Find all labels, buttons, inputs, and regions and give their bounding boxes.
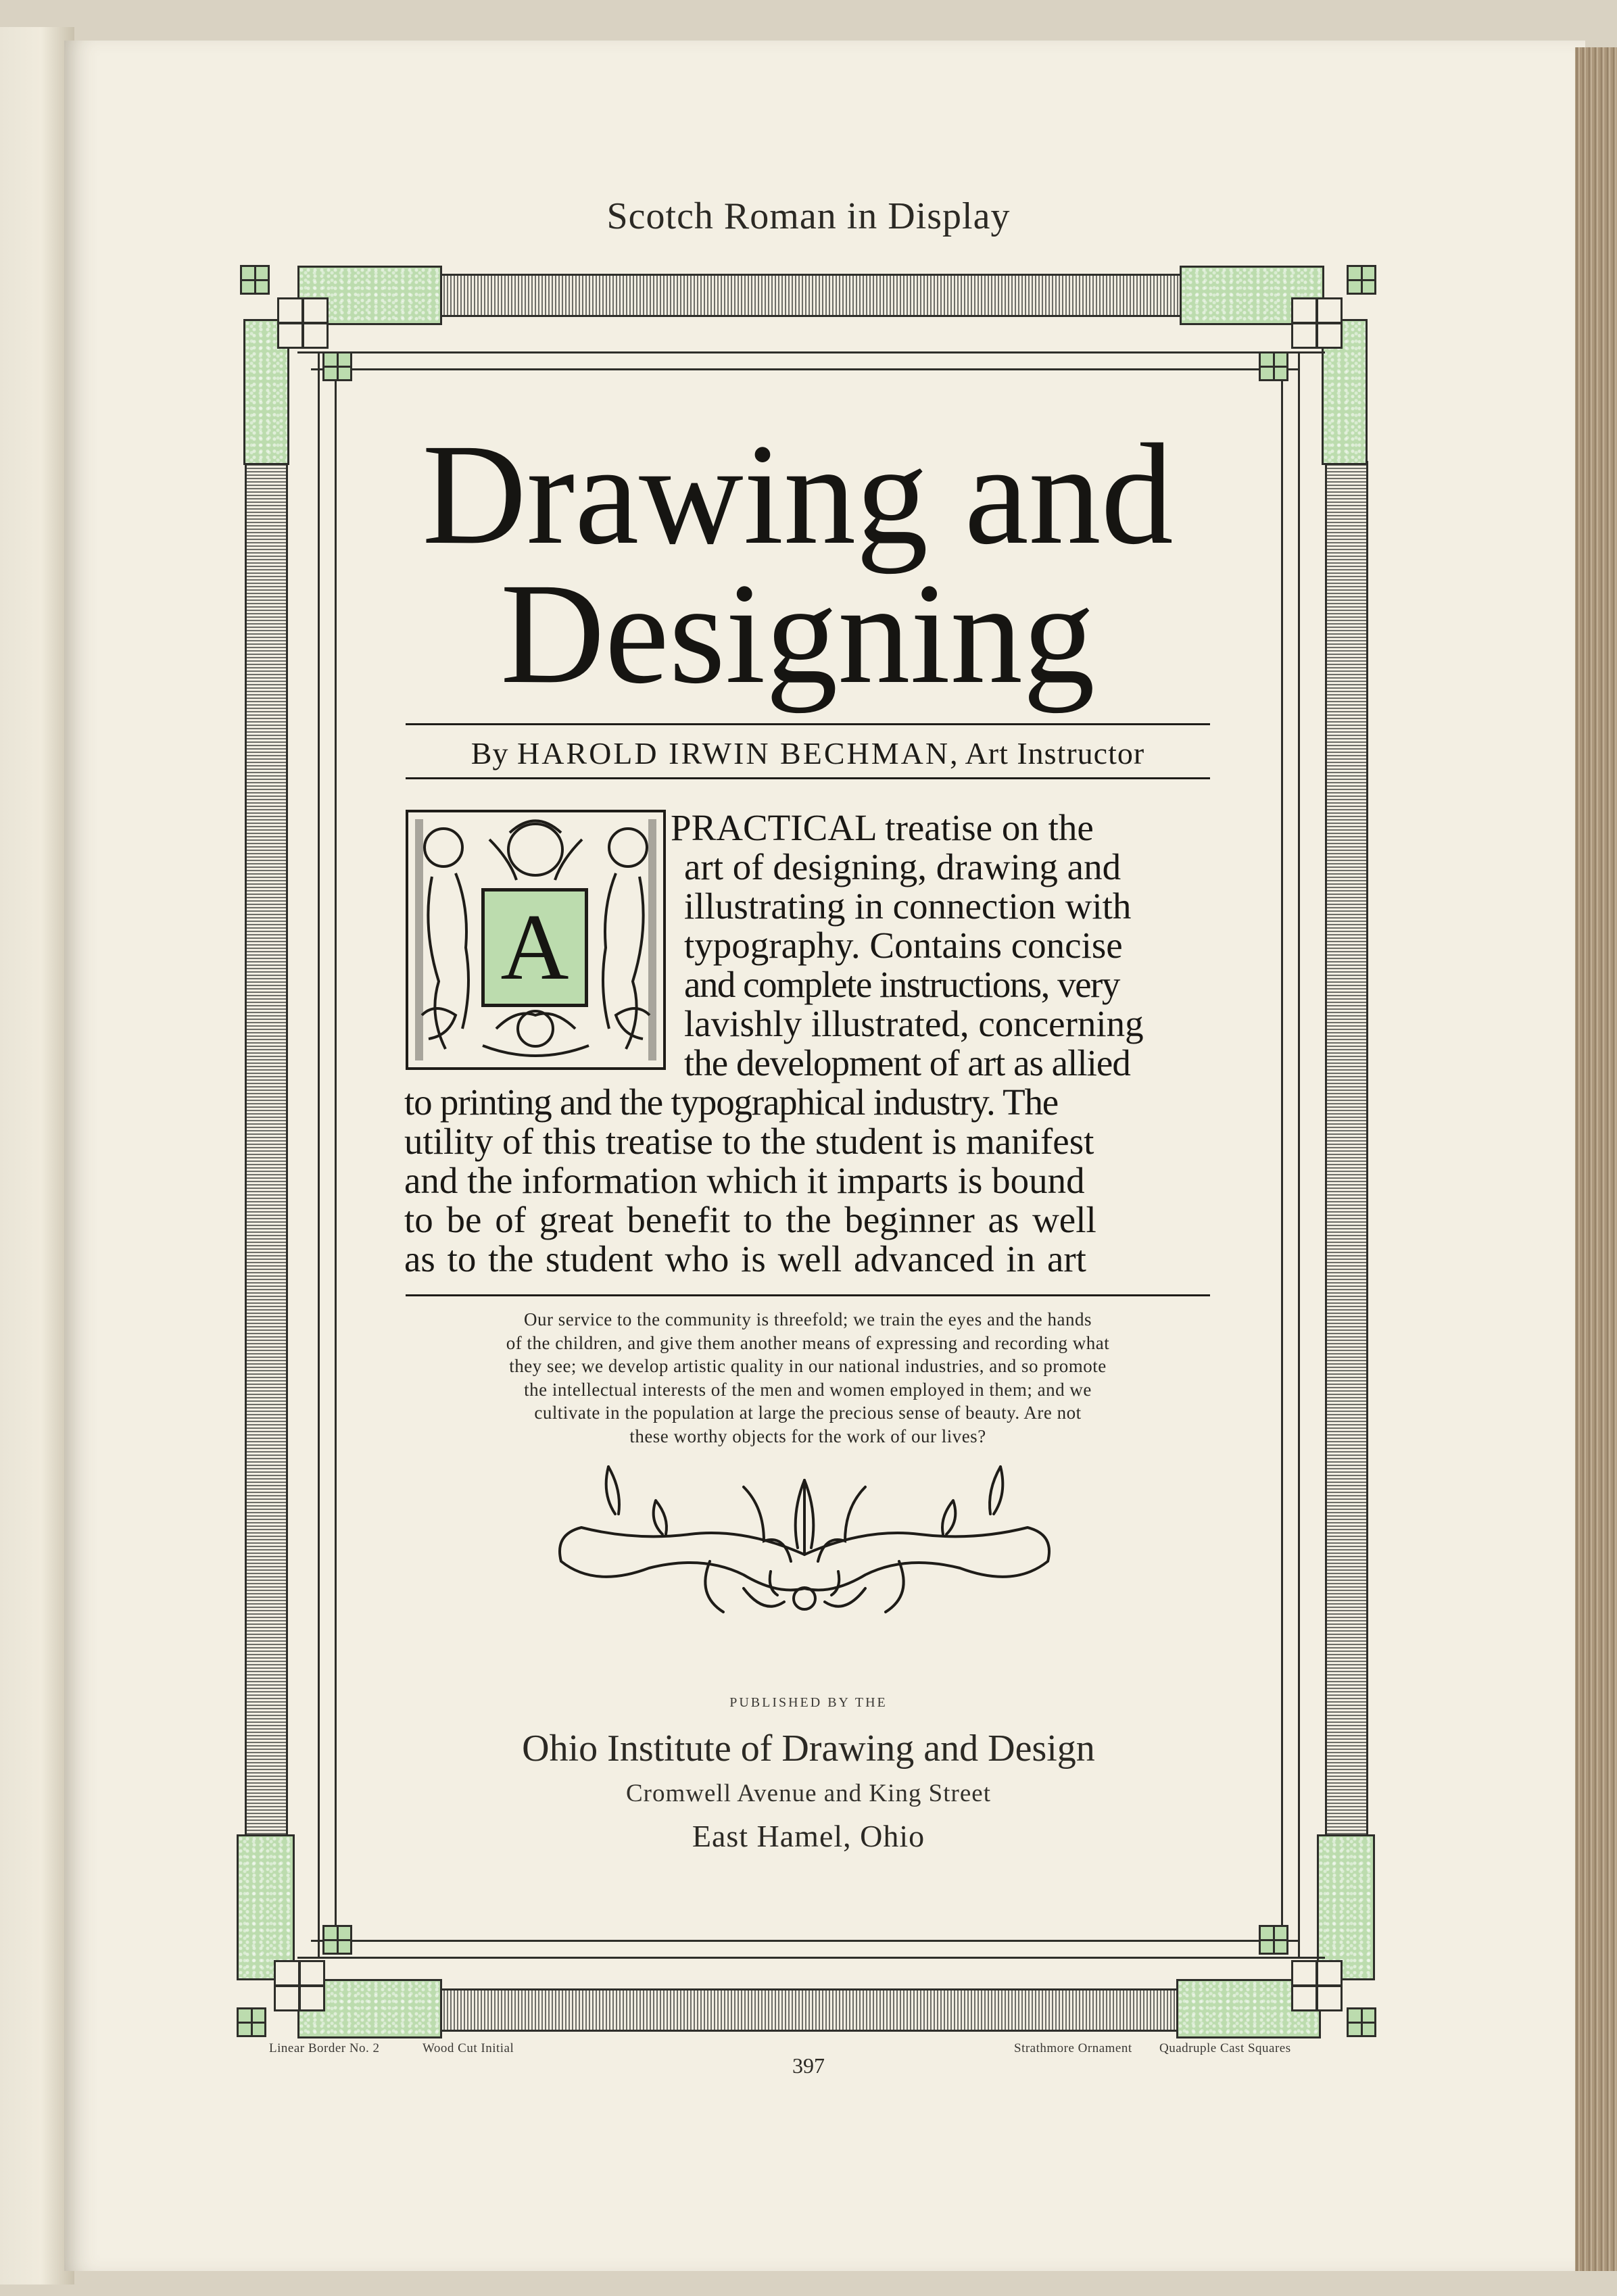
byline-prefix: By bbox=[470, 736, 509, 771]
frame-line bbox=[297, 1957, 1325, 1959]
body-line: to printing and the typographical industry. The bbox=[404, 1081, 1059, 1123]
publisher-street: Cromwell Avenue and King Street bbox=[626, 1780, 991, 1807]
cast-square bbox=[322, 351, 352, 381]
quadruple-cast-square bbox=[277, 297, 329, 349]
right-rail bbox=[1325, 461, 1368, 1838]
strathmore-ornament-icon bbox=[541, 1453, 1068, 1622]
caption-quadruple-cast-squares: Quadruple Cast Squares bbox=[1159, 2041, 1291, 2055]
quadruple-cast-square bbox=[1291, 297, 1343, 349]
green-block-bottom-left-v bbox=[237, 1834, 295, 1980]
quote-rule bbox=[406, 1294, 1210, 1296]
quote-block bbox=[406, 1308, 1210, 1448]
cast-square bbox=[1259, 351, 1288, 381]
publisher-city: East Hamel, Ohio bbox=[692, 1819, 925, 1853]
green-block-bottom-right-v bbox=[1317, 1834, 1375, 1980]
body-line: utility of this treatise to the student is manifest bbox=[404, 1121, 1094, 1162]
quote-line: of the children, and give them another means of expressing and recording what bbox=[506, 1332, 1110, 1353]
cast-square bbox=[1347, 2007, 1376, 2037]
body-line: and the information which it imparts is bound bbox=[404, 1160, 1085, 1201]
page-number: 397 bbox=[792, 2053, 825, 2078]
main-title-line-1: Drawing and bbox=[422, 414, 1174, 575]
cast-square bbox=[322, 1925, 352, 1955]
caption-strathmore-ornament: Strathmore Ornament bbox=[1014, 2041, 1132, 2055]
byline-role: , Art Instructor bbox=[950, 736, 1145, 771]
body-line: illustrating in connection with bbox=[684, 885, 1132, 927]
quadruple-cast-square bbox=[274, 1960, 325, 2011]
top-rail bbox=[439, 274, 1182, 317]
body-line: typography. Contains concise bbox=[684, 925, 1123, 966]
frame-line bbox=[311, 1940, 1298, 1942]
body-line: art of designing, drawing and bbox=[684, 846, 1121, 887]
cast-square bbox=[240, 265, 270, 295]
byline-bottom-rule bbox=[406, 777, 1210, 779]
quadruple-cast-square bbox=[1291, 1960, 1343, 2011]
cast-square bbox=[1347, 265, 1376, 295]
frame-line bbox=[311, 368, 1298, 370]
frame-line bbox=[318, 351, 320, 1957]
left-rail bbox=[245, 461, 288, 1838]
body-line: as to the student who is well advanced in art bbox=[404, 1238, 1086, 1279]
cast-square bbox=[237, 2007, 266, 2037]
body-line: and complete instructions, very bbox=[684, 964, 1119, 1005]
caption-linear-border: Linear Border No. 2 bbox=[269, 2041, 380, 2055]
publisher-name: Ohio Institute of Drawing and Design bbox=[522, 1728, 1095, 1769]
facing-page-edge bbox=[0, 27, 74, 2285]
body-line: to be of great benefit to the beginner as well bbox=[404, 1199, 1096, 1240]
quote-line: the intellectual interests of the men and women employed in them; and we bbox=[524, 1379, 1092, 1400]
page-stack-edge bbox=[1575, 47, 1617, 2271]
byline-top-rule bbox=[406, 723, 1210, 725]
bottom-rail bbox=[439, 1988, 1182, 2032]
initial-letter-panel bbox=[481, 888, 588, 1007]
page-header: Scotch Roman in Display bbox=[606, 195, 1011, 237]
byline bbox=[406, 735, 1210, 771]
main-title-line-2: Designing bbox=[500, 554, 1095, 714]
body-line: PRACTICAL treatise on the bbox=[671, 807, 1094, 848]
frame-line bbox=[297, 351, 1325, 353]
initial-letter: A bbox=[500, 895, 569, 1000]
published-by-label: PUBLISHED BY THE bbox=[729, 1695, 888, 1710]
byline-author: HAROLD IRWIN BECHMAN bbox=[516, 736, 950, 771]
wood-cut-initial bbox=[406, 810, 666, 1070]
quote-line: Our service to the community is threefold; we train the eyes and the hands bbox=[523, 1309, 1092, 1329]
caption-wood-cut-initial: Wood Cut Initial bbox=[423, 2041, 514, 2055]
quote-line: cultivate in the population at large the precious sense of beauty. Are not bbox=[534, 1402, 1082, 1423]
frame-line bbox=[1298, 351, 1300, 1957]
cast-square bbox=[1259, 1925, 1288, 1955]
quote-line: they see; we develop artistic quality in our national industries, and so promote bbox=[509, 1356, 1107, 1376]
body-line: lavishly illustrated, concerning bbox=[684, 1003, 1144, 1044]
quote-line: these worthy objects for the work of our lives? bbox=[629, 1425, 986, 1446]
body-line: the development of art as allied bbox=[684, 1042, 1130, 1083]
